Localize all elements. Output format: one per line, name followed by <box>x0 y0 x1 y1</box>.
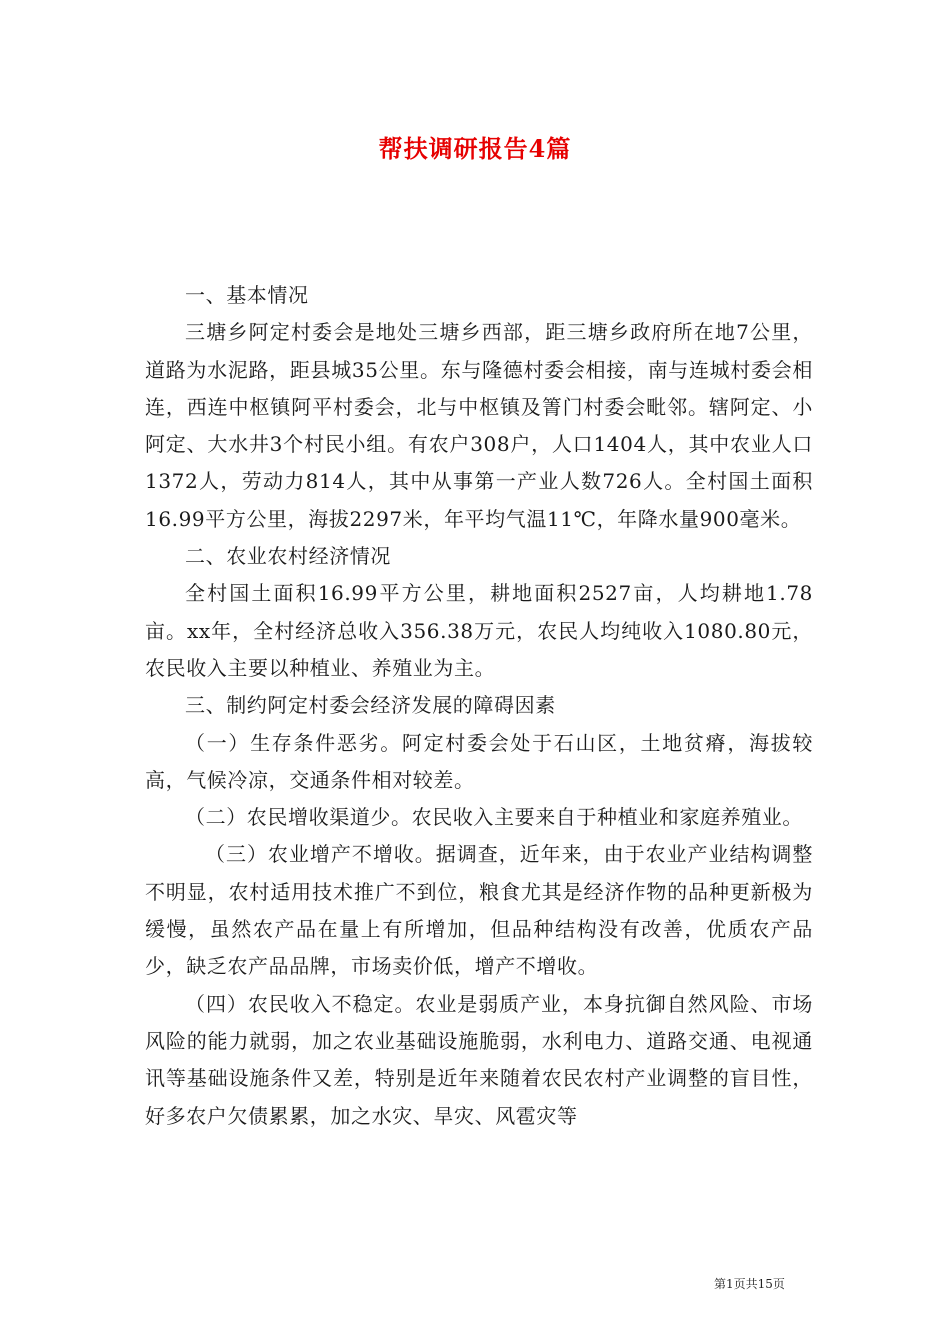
page-number-footer: 第1页共15页 <box>714 1277 785 1291</box>
paragraph: （四）农民收入不稳定。农业是弱质产业，本身抗御自然风险、市场风险的能力就弱，加之农业基础设施脆弱，水利电力、道路交通、电视通讯等基础设施条件又差，特别是近年来随着农民农村产业调整的盲目性，好多农户欠债累累，加之水灾、旱灾、风雹灾等 <box>145 991 813 1128</box>
paragraph: （三）农业增产不增收。据调查，近年来，由于农业产业结构调整不明显，农村适用技术推广不到位，粮食尤其是经济作物的品种更新极为缓慢，虽然农产品在量上有所增加，但品种结构没有改善，优质农产品少，缺乏农产品品牌，市场卖价低，增产不增收。 <box>145 842 813 979</box>
paragraph: 三塘乡阿定村委会是地处三塘乡西部，距三塘乡政府所在地7公里，道路为水泥路，距县城35公里。东与隆德村委会相接，南与连城村委会相连，西连中枢镇阿平村委会，北与中枢镇及箐门村委会毗邻。辖阿定、小阿定、大水井3个村民小组。有农户308户，人口1404人，其中农业人口1372人，劳动力814人，其中从事第一产业人数726人。全村国土面积16.99平方公里，海拔2297米，年平均气温11℃，年降水量900毫米。 <box>145 320 813 531</box>
paragraph: 一、基本情况 <box>185 283 309 307</box>
document-body <box>145 277 813 1135</box>
paragraph: （一）生存条件恶劣。阿定村委会处于石山区，土地贫瘠，海拔较高，气候冷凉，交通条件相对较差。 <box>145 730 813 792</box>
paragraph: 三、制约阿定村委会经济发展的障碍因素 <box>185 693 556 718</box>
page-title: 帮扶调研报告4篇 <box>378 134 572 163</box>
paragraph: 全村国土面积16.99平方公里，耕地面积2527亩，人均耕地1.78亩。xx年，全村经济总收入356.38万元，农民人均纯收入1080.80元，农民收入主要以种植业、养殖业为主。 <box>145 581 813 680</box>
paragraph: （二）农民增收渠道少。农民收入主要来自于种植业和家庭养殖业。 <box>185 805 803 830</box>
paragraph: 二、农业农村经济情况 <box>185 544 391 569</box>
